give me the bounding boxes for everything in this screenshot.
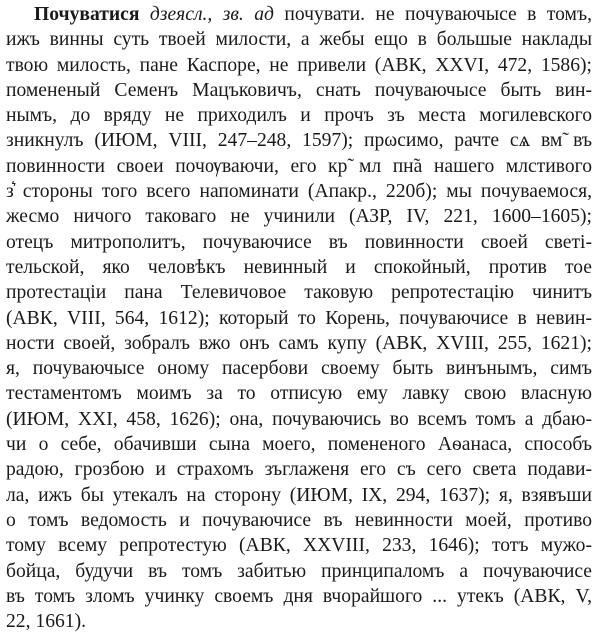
entry-line: помененый Семенъ Мацъковичъ, снать почуваючысе быть вин- <box>6 79 592 101</box>
dictionary-entry <box>6 2 592 634</box>
headword: Почуватися <box>34 4 140 25</box>
entry-line: въ томъ зломъ учинку своемъ дня вчорайшого ... утекъ (АВК, V, <box>6 585 592 607</box>
entry-line: о томъ ведомость и почуваючисе въ невинности моей, противо <box>6 509 592 531</box>
entry-line: тестаментомъ моимъ за то отписую ему лавку свою власную <box>6 383 592 405</box>
entry-line: жесмо ничого таковаго не учинили (АЗР, IV, 221, 1600–1605); <box>6 206 592 228</box>
entry-line: ижъ винны суть твоей милости, а жебы ещо в большые наклады <box>6 29 592 51</box>
entry-line: я, почуваючысе оному пасербови своему быть винънымъ, симъ <box>6 358 592 380</box>
entry-line: отецъ митрополитъ, почуваючисе въ повинности своей светі- <box>6 231 592 253</box>
entry-line: ла, ижъ бы утекалъ на сторону (ИЮМ, IX, 294, 1637); я, взявъши <box>6 484 592 506</box>
entry-line: радою, грозбою и страхомъ зъглаженя его съ сего света подави- <box>6 459 592 481</box>
entry-line: ности своей, зобралъ вжо онъ самъ купу (АВК, XVIII, 255, 1621); <box>6 332 592 354</box>
entry-line: протестаціи пана Телевичовое таковую репротестацію чинитъ <box>6 282 592 304</box>
entry-line-1 <box>6 2 592 27</box>
entry-line: (ИЮМ, XXI, 458, 1626); она, почуваючись во всемъ томъ а дбаю- <box>6 408 592 430</box>
entry-line: зникнулъ (ИЮМ, VIII, 247–248, 1597); прωсимо, рачте сѧ вм̃ въ <box>6 130 592 152</box>
grammar-label: дзеясл., зв. ад <box>149 4 274 25</box>
entry-line: повинности своеи почѹваючи, его кр̃ мл пн̃а нашего млстивого <box>6 155 592 177</box>
entry-text: почувати. не почуваючысе в томъ, <box>273 4 592 25</box>
entry-line: твою милость, пане Каспоре, не привели (АВК, XXVI, 472, 1586); <box>6 54 592 76</box>
entry-line: нымъ, до вряду не приходилъ и прочъ зъ места могилевского <box>6 105 592 127</box>
entry-line: (АВК, VIII, 564, 1612); который то Корень, почуваючисе в невин- <box>6 307 592 329</box>
entry-line: тому всему репротестую (АВК, XXVIII, 233, 1646); тотъ мужо- <box>6 535 592 557</box>
entry-line: 22, 1661). <box>6 611 87 633</box>
entry-line: чи о себе, обачивши сына моего, помененого Аѳанаса, способъ <box>6 434 592 456</box>
entry-line: з͛ стороны того всего напоминати (Апакр., 220б); мы почуваемося, <box>6 181 592 203</box>
entry-line: тельской, яко человѣкъ невинный и спокойный, против тое <box>6 256 592 278</box>
entry-line: бойца, будучи въ томъ забитью принципаломъ а почуваючисе <box>6 560 592 582</box>
